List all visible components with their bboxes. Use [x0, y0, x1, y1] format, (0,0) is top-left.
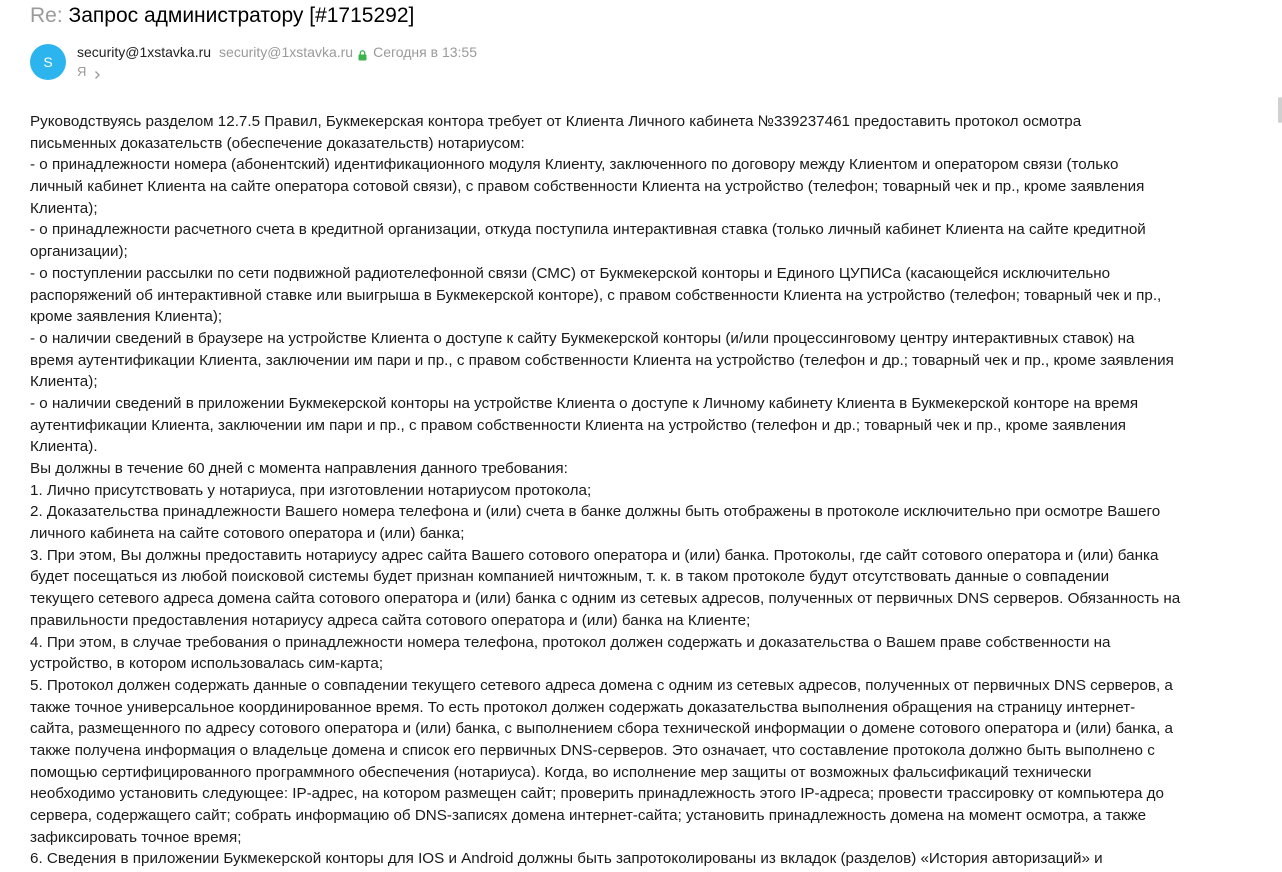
email-body-line: текущего сетевого адреса домена сайта сотового оператора и (или) банка с одним из сетевых адресов, полученных от первичных DNS серверов. Обязанность на: [30, 590, 1181, 608]
email-subject: [30, 3, 414, 29]
email-body-line: сайта, размещенного по адресу сотового оператора и (или) банка, с выполнением сбора технической информации о домене сотового оператора и (или) банка, а: [30, 720, 1173, 738]
email-body-line: - о принадлежности расчетного счета в кредитной организации, откуда поступила интерактивная ставка (только личный кабинет Клиента на сайте кредитной: [30, 221, 1146, 239]
email-body-line: 2. Доказательства принадлежности Вашего номера телефона и (или) счета в банке должны быть отображены в протоколе исключительно при осмотре Вашего: [30, 503, 1161, 521]
sender-avatar[interactable]: S: [30, 44, 66, 80]
email-body-line: будет посещаться из любой поисковой системы будет признан компанией ничтожным, т. к. в таком протоколе будут отсутствовать данные о совпадении: [30, 568, 1110, 586]
recipient-label: Я: [77, 64, 87, 79]
email-body-line: устройство, в котором использовалась сим-карта;: [30, 655, 384, 673]
email-body-line: также точное универсальное координированное время. То есть протокол должен содержать доказательства выполнения обращения на страницу интернет-: [30, 698, 1136, 716]
subject-title: Запрос администратору [#1715292]: [68, 4, 415, 27]
email-body-line: помощью сертифицированного программного обеспечения (нотариуса). Когда, во исполнение мер защиты от возможных фальсификаций технически: [30, 763, 1092, 781]
email-body-line: аутентификации Клиента, заключении им пари и пр., с правом собственности Клиента на устройство (телефон и др.; товарный чек и пр., кроме заявления: [30, 416, 1127, 434]
email-body-line: 3. При этом, Вы должны предоставить нотариусу адрес сайта Вашего сотового оператора и (или) банка. Протоколы, где сайт сотового оператора и (или) банка: [30, 546, 1159, 564]
email-body-line: 1. Лично присутствовать у нотариуса, при изготовлении нотариусом протокола;: [30, 481, 592, 499]
email-body-line: также получена информация о владельце домена и список его первичных DNS-серверов. Это означает, что составление протокола должно быть выполнено с: [30, 741, 1155, 759]
email-body-line: - о принадлежности номера (абонентский) идентификационного модуля Клиенту, заключенного по договору между Клиентом и оператором связи (только: [30, 156, 1119, 174]
scrollbar-thumb[interactable]: [1278, 97, 1282, 123]
recipient-toggle[interactable]: [77, 63, 101, 81]
sender-email[interactable]: security@1xstavka.ru: [219, 44, 354, 60]
reply-prefix: Re:: [30, 4, 63, 27]
email-body: [30, 111, 1245, 870]
sender-name[interactable]: security@1xstavka.ru: [77, 44, 212, 60]
email-body-line: 6. Сведения в приложении Букмекерской конторы для IOS и Android должны быть запротоколированы из вкладок (разделов) «История авторизаций» и: [30, 850, 1103, 868]
email-body-line: правильности предоставления нотариусу адреса сайта сотового оператора и (или) банка на Клиенте;: [30, 611, 751, 629]
email-body-line: кроме заявления Клиента);: [30, 308, 223, 326]
email-body-line: личного кабинета на сайте сотового оператора и (или) банка;: [30, 525, 465, 543]
email-body-line: распоряжений об интерактивной ставке или выигрыша в Букмекерской конторе), с правом собственности Клиента на устройство (телефон; товарный чек и пр.,: [30, 286, 1162, 304]
email-body-line: Руководствуясь разделом 12.7.5 Правил, Букмекерская контора требует от Клиента Личного кабинета №339237461 предоставить протокол осмотра: [30, 113, 1082, 130]
lock-icon: [358, 47, 367, 58]
email-body-line: 5. Протокол должен содержать данные о совпадении текущего сетевого адреса домена с одним из сетевых адресов, полученных от первичных DNS серверов, а: [30, 676, 1173, 694]
email-body-line: - о наличии сведений в приложении Букмекерской конторы на устройстве Клиента о доступе к Личному кабинету Клиента в Букмекерской конторе на время: [30, 394, 1139, 412]
chevron-right-icon[interactable]: [94, 67, 101, 77]
email-body-line: организации);: [30, 243, 128, 261]
sender-info: [77, 43, 477, 61]
email-body-line: сервера, содержащего сайт; собрать информацию об DNS-записях домена интернет-сайта; установить принадлежность домена на момент осмотра, а также: [30, 807, 1147, 824]
email-body-line: необходимо установить следующее: IP-адрес, на котором размещен сайт; проверить принадлежность этого IP-адреса; провести трассировку от компьютера до: [30, 785, 1164, 803]
email-body-line: - о наличии сведений в браузере на устройстве Клиента о доступе к сайту Букмекерской конторы (и/или процессинговому центру интерактивных ставок) на: [30, 329, 1135, 347]
email-body-line: Вы должны в течение 60 дней с момента направления данного требования:: [30, 460, 568, 477]
email-body-line: Клиента).: [30, 438, 98, 456]
email-body-line: письменных доказательств (обеспечение доказательств) нотариусом:: [30, 134, 525, 152]
email-body-line: Клиента);: [30, 373, 98, 391]
email-body-line: время аутентификации Клиента, заключении им пари и пр., с правом собственности Клиента на устройство (телефон и др.; товарный чек и пр., кроме заявления: [30, 351, 1174, 369]
email-body-line: личный кабинет Клиента на сайте оператора сотовой связи), с правом собственности Клиента на устройство (телефон; товарный чек и пр., кроме заявления: [30, 178, 1145, 196]
email-date: Сегодня в 13:55: [373, 44, 477, 60]
email-body-line: Клиента);: [30, 199, 98, 217]
email-body-line: зафиксировать точное время;: [30, 828, 242, 846]
email-body-line: - о поступлении рассылки по сети подвижной радиотелефонной связи (СМС) от Букмекерской конторы и Единого ЦУПИСа (касающейся исключительно: [30, 264, 1111, 282]
email-body-line: 4. При этом, в случае требования о принадлежности номера телефона, протокол должен содержать и доказательства о Вашем праве собственности на: [30, 633, 1111, 651]
